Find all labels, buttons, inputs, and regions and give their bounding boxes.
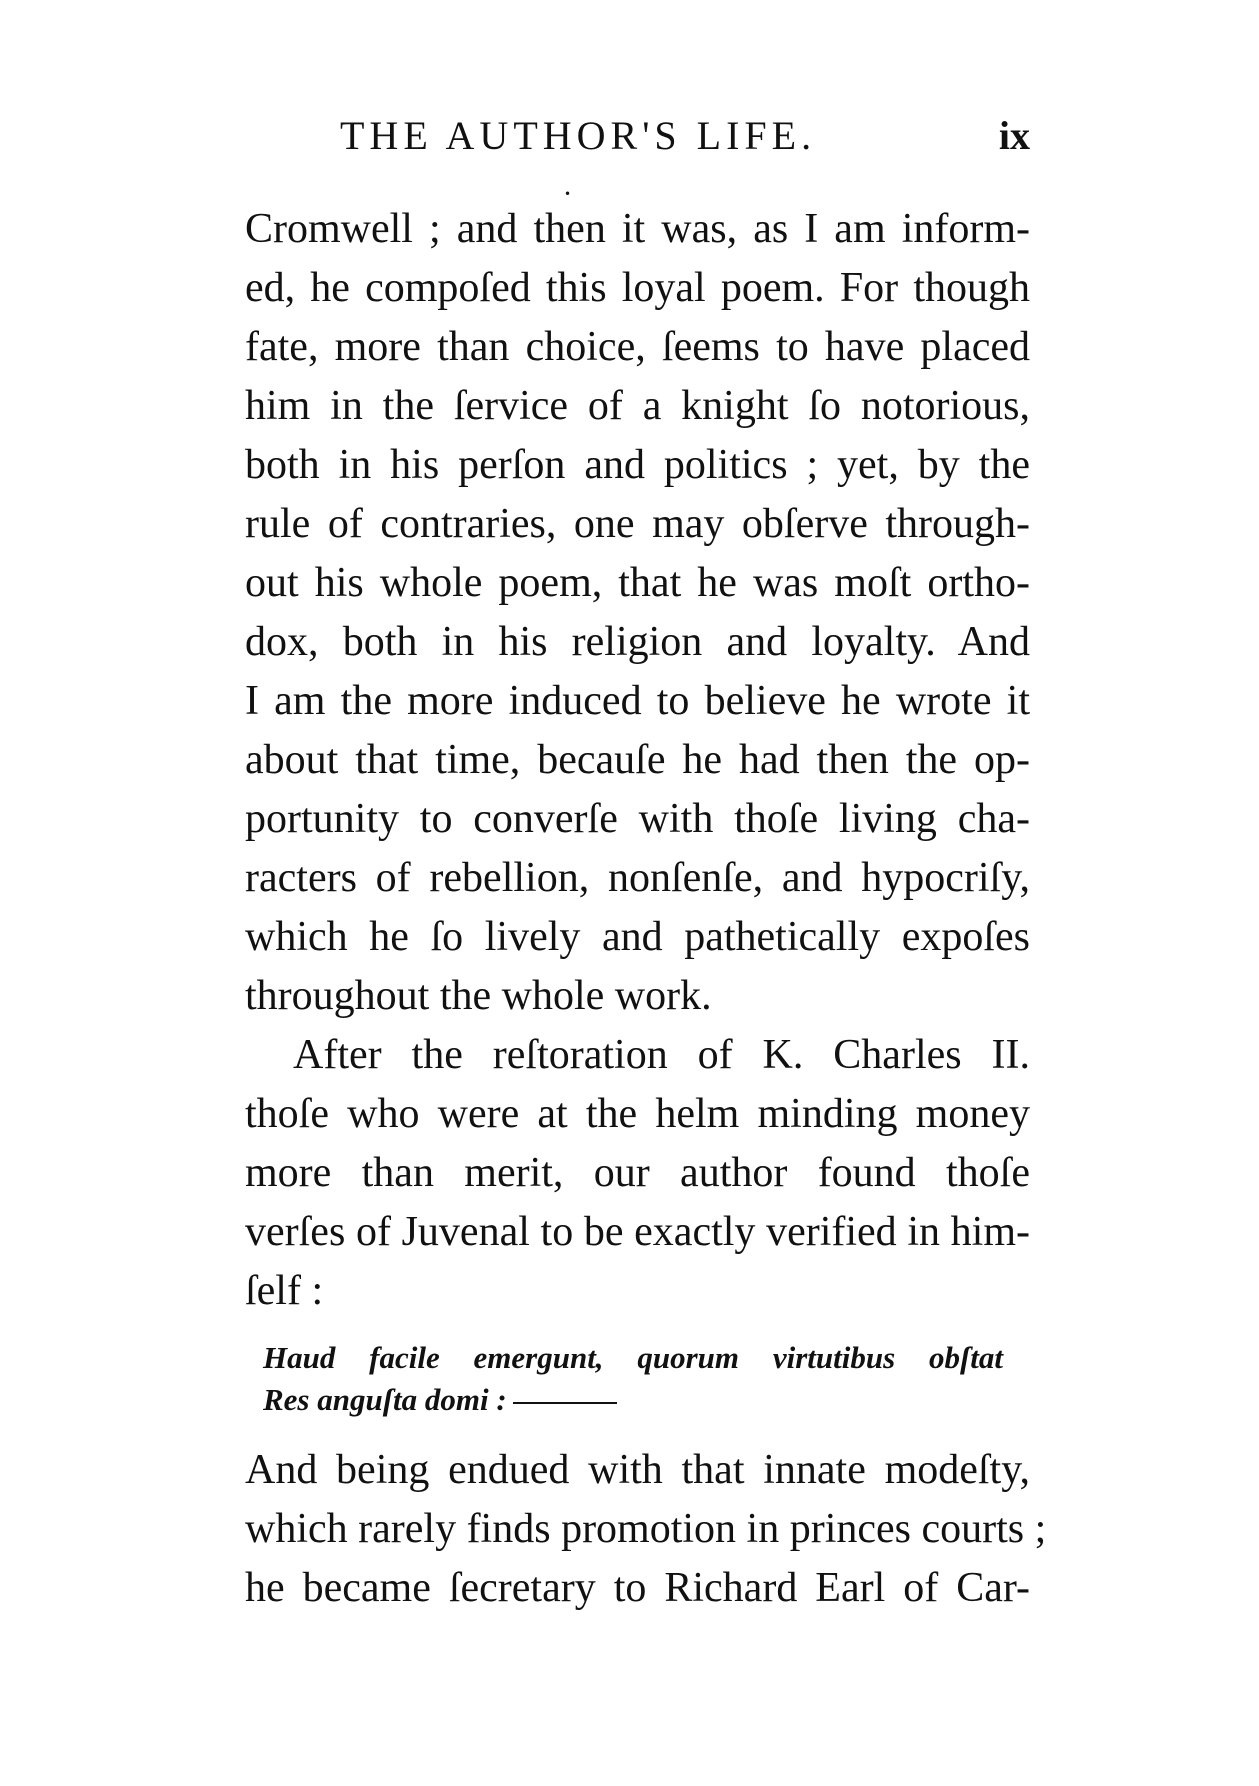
text-line: rule of contraries, one may obſerve through- [245,501,1030,547]
quote-line-2 [245,1379,1003,1421]
text-line: he became ſecretary to Richard Earl of Car- [245,1565,1030,1611]
text-line: which rarely finds promotion in princes courts ; [245,1506,1047,1552]
printer-mark: • [564,187,572,201]
text-line: which he ſo lively and pathetically expoſes [245,914,1030,960]
text-line: Cromwell ; and then it was, as I am inform- [245,206,1030,252]
page-number: ix [998,113,1030,158]
spacer [245,1321,1030,1337]
paragraph-3 [245,1441,1047,1618]
text-line: portunity to converſe with thoſe living cha- [245,796,1030,842]
quote-line: Haud facile emergunt, quorum virtutibus obſtat [263,1340,1003,1375]
text-line: both in his perſon and politics ; yet, by the [245,442,1030,488]
spacer [245,1421,1030,1441]
text-line: him in the ſervice of a knight ſo notorious, [245,383,1030,429]
text-line: fate, more than choice, ſeems to have placed [245,324,1030,370]
text-line: more than merit, our author found thoſe [245,1150,1030,1196]
text-line: verſes of Juvenal to be exactly verified in him- [245,1209,1030,1255]
paragraph-2 [245,1026,1030,1321]
text-line: I am the more induced to believe he wrote it [245,678,1030,724]
text-line: ſelf : [245,1268,324,1314]
text-line: And being endued with that innate modeſty, [245,1447,1030,1493]
text-line: out his whole poem, that he was moſt ortho- [245,560,1030,606]
text-line: ed, he compoſed this loyal poem. For though [245,265,1030,311]
paragraph-1 [245,200,1030,1026]
quote-line-text: Res anguſta domi : [263,1382,507,1417]
text-line: about that time, becauſe he had then the op- [245,737,1030,783]
running-header [340,110,1030,162]
text-line: throughout the whole work. [245,973,712,1019]
quote-rule [513,1402,617,1404]
text-line: thoſe who were at the helm minding money [245,1091,1030,1137]
page-body [245,200,1047,1618]
latin-quotation [245,1337,1030,1421]
text-line: dox, both in his religion and loyalty. And [245,619,1030,665]
text-line: After the reſtoration of K. Charles II. [293,1032,1030,1078]
text-line: racters of rebellion, nonſenſe, and hypocriſy, [245,855,1030,901]
running-title: THE AUTHOR'S LIFE. [340,113,817,158]
